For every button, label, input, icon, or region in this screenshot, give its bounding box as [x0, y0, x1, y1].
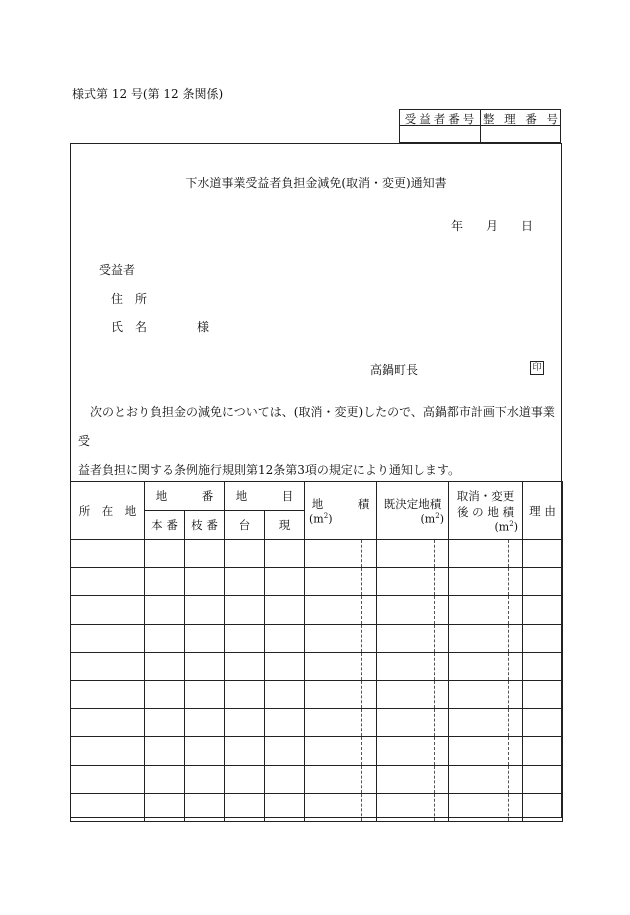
table-cell[interactable] — [449, 596, 509, 624]
header-register: 台 — [225, 511, 265, 540]
table-cell[interactable] — [377, 737, 435, 765]
table-cell[interactable] — [225, 596, 265, 624]
document-title: 下水道事業受益者負担金減免(取消・変更)通知書 — [185, 176, 447, 190]
table-cell[interactable] — [225, 765, 265, 793]
table-cell[interactable] — [305, 652, 362, 680]
table-cell[interactable] — [377, 624, 435, 652]
table-cell[interactable] — [449, 765, 509, 793]
notice-body — [78, 398, 558, 485]
table-cell[interactable] — [305, 596, 362, 624]
table-cell[interactable] — [225, 680, 265, 708]
table-cell[interactable] — [185, 765, 225, 793]
table-cell[interactable] — [449, 652, 509, 680]
table-cell[interactable] — [449, 624, 509, 652]
table-cell[interactable] — [509, 652, 523, 680]
table-cell[interactable] — [265, 568, 305, 596]
table-cell[interactable] — [225, 652, 265, 680]
table-cell[interactable] — [265, 737, 305, 765]
header-changed-area: 取消・変更 後 の 地 積 $(m^2)$ — [449, 482, 523, 540]
table-cell[interactable] — [509, 596, 523, 624]
table-cell[interactable] — [145, 709, 185, 737]
table-row — [71, 793, 563, 821]
header-location: 所 在 地 — [71, 482, 145, 540]
table-cell[interactable] — [362, 793, 377, 821]
header-branch-number: 枝 番 — [185, 511, 225, 540]
table-cell[interactable] — [305, 624, 362, 652]
table-cell[interactable] — [523, 652, 563, 680]
date-year-label: 年 — [451, 219, 464, 233]
table-cell[interactable] — [362, 680, 377, 708]
table-cell[interactable] — [71, 765, 145, 793]
table-cell[interactable] — [377, 765, 435, 793]
recipient-label: 受益者 — [99, 263, 136, 277]
honorific-label: 様 — [197, 320, 210, 334]
table-cell[interactable] — [305, 680, 362, 708]
table-cell[interactable] — [185, 540, 225, 568]
table-cell[interactable] — [449, 709, 509, 737]
table-cell[interactable] — [225, 737, 265, 765]
header-existing-area: 既決定地積 $(m^2)$ — [377, 482, 449, 540]
table-cell[interactable] — [509, 709, 523, 737]
table-cell[interactable] — [145, 680, 185, 708]
table-cell[interactable] — [145, 652, 185, 680]
table-cell[interactable] — [305, 568, 362, 596]
date-month-label: 月 — [486, 219, 499, 233]
table-cell[interactable] — [145, 793, 185, 821]
table-cell[interactable] — [435, 793, 449, 821]
header-land-category: 地 目 — [225, 482, 305, 511]
header-main-number: 本 番 — [145, 511, 185, 540]
table-cell[interactable] — [185, 737, 225, 765]
reference-number-label: 整 理 番 号 — [483, 112, 561, 126]
table-cell[interactable] — [523, 765, 563, 793]
table-cell[interactable] — [305, 793, 362, 821]
header-lot-number: 地 番 — [145, 482, 225, 511]
date-day-label: 日 — [521, 219, 534, 233]
header-reason: 理 由 — [523, 482, 563, 540]
table-cell[interactable] — [523, 540, 563, 568]
table-cell[interactable] — [362, 765, 377, 793]
table-cell[interactable] — [225, 793, 265, 821]
table-row — [71, 709, 563, 737]
beneficiary-number-field[interactable] — [400, 126, 480, 143]
table-cell[interactable] — [265, 793, 305, 821]
table-cell[interactable] — [305, 540, 362, 568]
table-cell[interactable] — [523, 568, 563, 596]
table-cell[interactable] — [265, 652, 305, 680]
table-cell[interactable] — [145, 568, 185, 596]
parcel-table — [70, 481, 563, 822]
table-cell[interactable] — [265, 596, 305, 624]
header-area: 地 積 $(m^2)$ — [305, 482, 377, 540]
table-cell[interactable] — [449, 540, 509, 568]
table-cell[interactable] — [362, 540, 377, 568]
table-cell[interactable] — [523, 709, 563, 737]
table-row — [71, 540, 563, 568]
table-cell[interactable] — [509, 680, 523, 708]
table-cell[interactable] — [145, 624, 185, 652]
table-cell[interactable] — [523, 680, 563, 708]
table-cell[interactable] — [185, 680, 225, 708]
number-boxes — [399, 109, 561, 143]
table-cell[interactable] — [435, 680, 449, 708]
table-cell[interactable] — [523, 596, 563, 624]
table-cell[interactable] — [377, 680, 435, 708]
table-cell[interactable] — [509, 568, 523, 596]
table-cell[interactable] — [362, 737, 377, 765]
table-cell[interactable] — [435, 765, 449, 793]
table-cell[interactable] — [225, 709, 265, 737]
table-cell[interactable] — [449, 737, 509, 765]
table-cell[interactable] — [377, 709, 435, 737]
table-cell[interactable] — [509, 765, 523, 793]
table-cell[interactable] — [449, 793, 509, 821]
table-cell[interactable] — [435, 624, 449, 652]
table-cell[interactable] — [449, 568, 509, 596]
table-row — [71, 737, 563, 765]
table-cell[interactable] — [377, 540, 435, 568]
table-cell[interactable] — [523, 624, 563, 652]
table-cell[interactable] — [71, 568, 145, 596]
table-cell[interactable] — [509, 540, 523, 568]
table-cell[interactable] — [185, 709, 225, 737]
table-cell[interactable] — [145, 596, 185, 624]
table-cell[interactable] — [523, 737, 563, 765]
table-cell[interactable] — [435, 596, 449, 624]
table-cell[interactable] — [509, 793, 523, 821]
notice-line-1: 次のとおり負担金の減免については、(取消・変更)したので、高鍋都市計画下水道事業受 — [78, 405, 555, 448]
table-cell[interactable] — [185, 652, 225, 680]
table-cell[interactable] — [377, 596, 435, 624]
table-cell[interactable] — [145, 540, 185, 568]
table-row — [71, 624, 563, 652]
table-cell[interactable] — [509, 624, 523, 652]
table-cell[interactable] — [71, 737, 145, 765]
table-cell[interactable] — [265, 680, 305, 708]
table-cell[interactable] — [435, 568, 449, 596]
table-cell[interactable] — [185, 568, 225, 596]
table-cell[interactable] — [225, 624, 265, 652]
table-cell[interactable] — [225, 568, 265, 596]
beneficiary-number-label: 受益者番号 — [404, 112, 478, 126]
table-cell[interactable] — [71, 624, 145, 652]
table-cell[interactable] — [185, 596, 225, 624]
table-cell[interactable] — [265, 765, 305, 793]
table-cell[interactable] — [362, 652, 377, 680]
reference-number-field[interactable] — [481, 126, 561, 143]
form-number-label: 様式第 12 号(第 12 条関係) — [72, 87, 224, 101]
table-cell[interactable] — [225, 540, 265, 568]
notice-line-2: 益者負担に関する条例施行規則第12条第3項の規定により通知します。 — [78, 463, 460, 477]
address-label: 住 所 — [111, 292, 148, 306]
table-cell[interactable] — [377, 652, 435, 680]
table-cell[interactable] — [362, 568, 377, 596]
name-label: 氏 名 — [111, 320, 148, 334]
table-cell[interactable] — [71, 596, 145, 624]
table-cell[interactable] — [185, 793, 225, 821]
table-cell[interactable] — [377, 793, 435, 821]
table-cell[interactable] — [509, 737, 523, 765]
table-row — [71, 568, 563, 596]
issuer-label: 高鍋町長 — [370, 363, 419, 377]
table-cell[interactable] — [435, 737, 449, 765]
table-cell[interactable] — [305, 709, 362, 737]
table-cell[interactable] — [523, 793, 563, 821]
table-cell[interactable] — [435, 709, 449, 737]
table-cell[interactable] — [265, 624, 305, 652]
table-cell[interactable] — [305, 737, 362, 765]
table-cell[interactable] — [145, 737, 185, 765]
table-cell[interactable] — [265, 709, 305, 737]
seal-mark: 印 — [530, 361, 544, 375]
table-cell[interactable] — [71, 652, 145, 680]
table-cell[interactable] — [435, 540, 449, 568]
table-cell[interactable] — [362, 596, 377, 624]
table-cell[interactable] — [362, 624, 377, 652]
table-row — [71, 596, 563, 624]
table-cell[interactable] — [377, 568, 435, 596]
table-cell[interactable] — [265, 540, 305, 568]
table-cell[interactable] — [435, 652, 449, 680]
table-cell[interactable] — [71, 709, 145, 737]
table-row — [71, 652, 563, 680]
table-cell[interactable] — [449, 680, 509, 708]
table-row — [71, 680, 563, 708]
table-row — [71, 765, 563, 793]
table-cell[interactable] — [185, 624, 225, 652]
table-cell[interactable] — [71, 793, 145, 821]
table-cell[interactable] — [71, 540, 145, 568]
table-cell[interactable] — [145, 765, 185, 793]
table-cell[interactable] — [305, 765, 362, 793]
table-cell[interactable] — [362, 709, 377, 737]
header-actual: 現 — [265, 511, 305, 540]
table-cell[interactable] — [71, 680, 145, 708]
